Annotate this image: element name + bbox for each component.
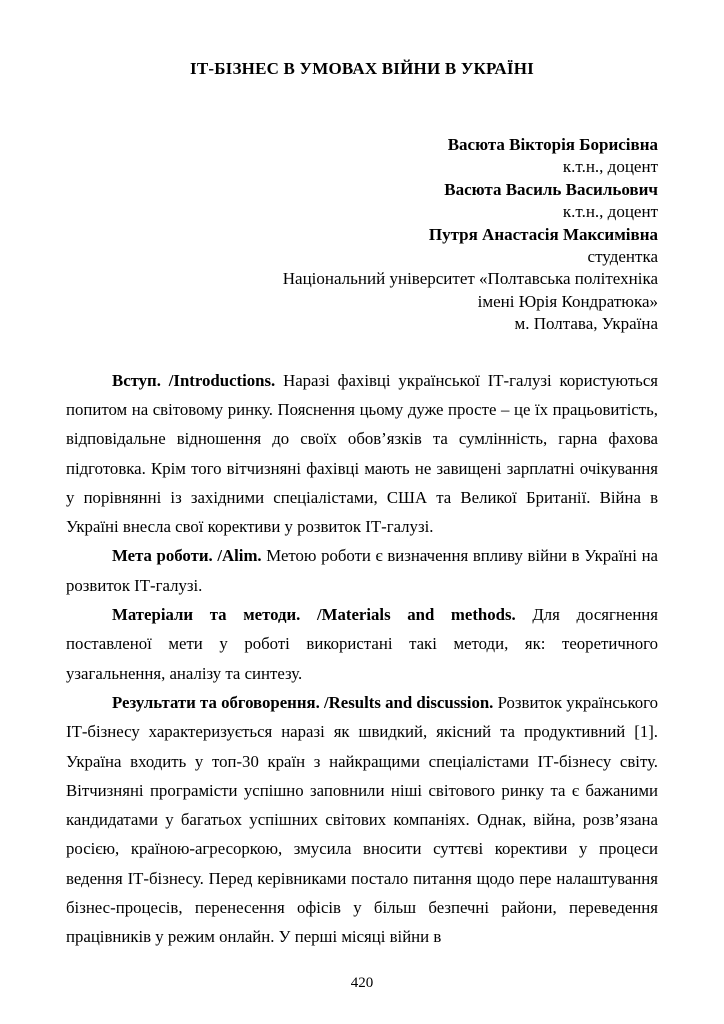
- paragraph-text: Для досягнення поставленої мети у роботі використані такі методи, як: теоретичного узагальнення, аналізу та синтезу.: [66, 605, 658, 683]
- affiliation-line: Національний університет «Полтавська політехніка: [282, 269, 658, 289]
- paragraph-lead: Мета роботи. /Alim.: [112, 546, 262, 566]
- paragraph-text: Розвиток українського ІТ-бізнесу характеризується наразі як швидкий, якісний та продуктивний [1]. Україна входить у топ-30 країн з найкращими спеціалістами ІТ-бізнесу світу. Вітчизняні програмісти успішно заповнили ніші світового ринку та є бажаними кандидатами у багатьох успішних світових компаніях. Однак, війна, розв’язана росією, країною-агресоркою, змусила вносити суттєві корективи у процеси ведення ІТ-бізнесу. Перед керівниками постало питання щодо пере налаштування бізнес-процесів, перенесення офісів у більш безпечні райони, переведення працівників у режим онлайн. У перші місяці війни в: [66, 692, 658, 947]
- author-name: Васюта Вікторія Борисівна: [447, 135, 658, 154]
- paragraph-aim: [66, 541, 658, 600]
- paper-title: ІТ-БІЗНЕС В УМОВАХ ВІЙНИ В УКРАЇНІ: [190, 59, 534, 78]
- affiliation-line: імені Юрія Кондратюка»: [477, 291, 658, 311]
- paragraph-lead: Вступ. /Introductions.: [112, 370, 276, 390]
- paragraph-lead: Матеріали та методи. /Materials and methods.: [112, 605, 516, 625]
- author-block: [66, 134, 658, 336]
- paragraph-introduction: [66, 366, 658, 542]
- author-role: студентка: [587, 247, 658, 267]
- paragraph-lead: Результати та обговорення. /Results and discussion.: [112, 692, 494, 712]
- paper-body: [66, 366, 658, 952]
- paragraph-text: Метою роботи є визначення впливу війни в Україні на розвиток ІТ-галузі.: [66, 546, 658, 595]
- page-number: 420: [350, 975, 374, 991]
- affiliation-line: м. Полтава, Україна: [514, 314, 658, 334]
- author-name: Путря Анастасія Максимівна: [428, 224, 658, 244]
- author-role: к.т.н., доцент: [562, 202, 658, 222]
- author-name: Васюта Василь Васильович: [444, 179, 658, 199]
- author-role: к.т.н., доцент: [562, 157, 658, 177]
- paragraph-results-discussion: [66, 688, 658, 952]
- paragraph-materials-methods: [66, 600, 658, 688]
- paragraph-text: Наразі фахівці української ІТ-галузі користуються попитом на світовому ринку. Пояснення цьому дуже просте – це їх працьовитість, відповідальне відношення до своїх обов’язків та сумлінність, гарна фахова підготовка. Крім того вітчизняні фахівці мають не завищені зарплатні очікування у порівнянні із західними спеціалістами, США та Великої Британії. Війна в Україні внесла свої корективи у розвиток ІТ-галузі.: [66, 370, 659, 537]
